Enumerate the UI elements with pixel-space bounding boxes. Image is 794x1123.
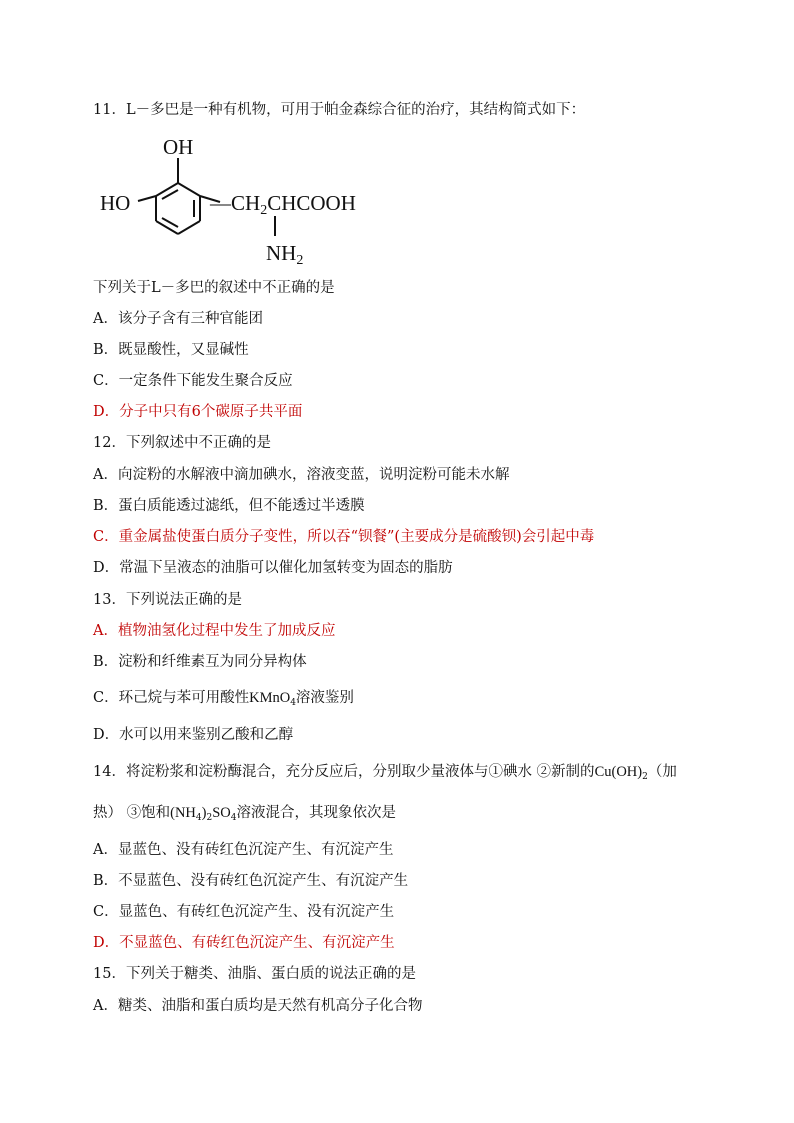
q14-option-a: A．显蓝色、没有砖红色沉淀产生、有沉淀产生: [93, 842, 394, 858]
q14-option-b: B．不显蓝色、没有砖红色沉淀产生、有沉淀产生: [93, 873, 409, 889]
q12-option-a: A．向淀粉的水解液中滴加碘水，溶液变蓝，说明淀粉可能未水解: [93, 467, 510, 483]
q12-option-b: B．蛋白质能透过滤纸，但不能透过半透膜: [93, 498, 365, 514]
q13-option-c: C．环己烷与苯可用酸性KMnO$_4$溶液鉴别: [93, 690, 354, 708]
ho-label: HO: [100, 191, 131, 215]
q14-option-d-answer: D．不显蓝色、有砖红色沉淀产生、有沉淀产生: [93, 935, 395, 951]
q11-option-c: C．一定条件下能发生聚合反应: [93, 373, 293, 389]
l-dopa-structure: [98, 128, 388, 268]
q15-option-a: A．糖类、油脂和蛋白质均是天然有机高分子化合物: [93, 998, 423, 1014]
oh-label: OH: [163, 135, 194, 159]
q11-question: 下列关于L－多巴的叙述中不正确的是: [93, 280, 335, 296]
q13-stem: 13．下列说法正确的是: [93, 592, 242, 608]
q14-option-c: C．显蓝色、有砖红色沉淀产生、没有沉淀产生: [93, 904, 395, 920]
q14-stem-line2: 热） ③饱和$(NH_4)_2SO_4$溶液混合，其现象依次是: [93, 805, 396, 823]
q12-option-c-answer: C．重金属盐使蛋白质分子变性，所以吞“钡餐”(主要成分是硫酸钡)会引起中毒: [93, 529, 595, 545]
q11-option-b: B．既显酸性，又显碱性: [93, 342, 249, 358]
q13-option-d: D．水可以用来鉴别乙酸和乙醇: [93, 727, 294, 743]
q11-option-a: A．该分子含有三种官能团: [93, 311, 263, 327]
q13-option-a-answer: A．植物油氢化过程中发生了加成反应: [93, 623, 336, 639]
q13-option-b: B．淀粉和纤维素互为同分异构体: [93, 654, 307, 670]
nh2-label: NH2: [266, 241, 304, 268]
q11-stem: 11．L－多巴是一种有机物，可用于帕金森综合征的治疗，其结构简式如下：: [93, 102, 586, 118]
q12-stem: 12．下列叙述中不正确的是: [93, 435, 271, 451]
q12-option-d: D．常温下呈液态的油脂可以催化加氢转变为固态的脂肪: [93, 560, 453, 576]
q15-stem: 15．下列关于糖类、油脂、蛋白质的说法正确的是: [93, 966, 416, 982]
q11-option-d-answer: D．分子中只有6个碳原子共平面: [93, 404, 303, 420]
ch2-label: —CH2CHCOOH: [210, 191, 356, 218]
q14-stem-line1: 14．将淀粉浆和淀粉酶混合，充分反应后，分别取少量液体与①碘水 ②新制的$Cu(OH)_2$（加: [93, 764, 677, 782]
